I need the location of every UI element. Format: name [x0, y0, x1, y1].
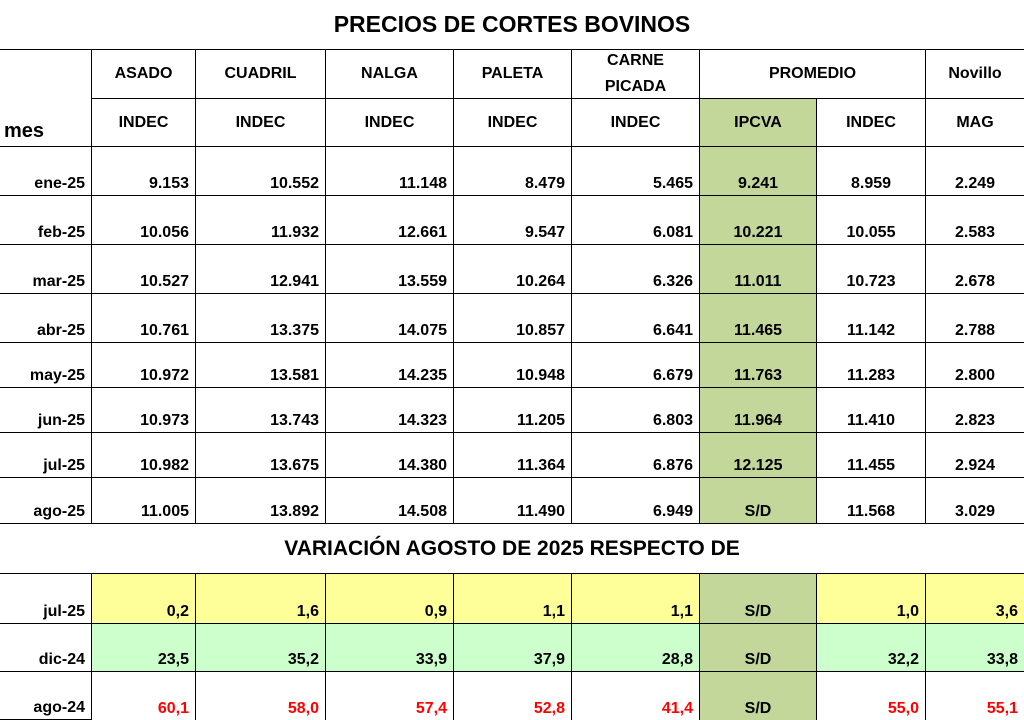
source-paleta: INDEC — [454, 99, 572, 147]
table-title: PRECIOS DE CORTES BOVINOS — [0, 0, 1024, 50]
variation-row-month: dic-24 — [0, 624, 92, 672]
price-cell-paleta: 11.364 — [454, 433, 572, 478]
variation-row-month: jul-25 — [0, 574, 92, 624]
variation-cell-promedio-indec: 55,0 — [817, 672, 926, 720]
header-carne-picada — [572, 50, 700, 99]
price-cell-promedio-ipcva: 10.221 — [700, 196, 817, 245]
variation-row-month: ago-24 — [0, 672, 92, 720]
price-cell-asado: 10.972 — [92, 343, 196, 388]
price-cell-asado: 11.005 — [92, 478, 196, 524]
price-row-month: ago-25 — [0, 478, 92, 524]
price-cell-promedio-ipcva: 11.964 — [700, 388, 817, 433]
price-cell-paleta: 9.547 — [454, 196, 572, 245]
price-cell-paleta: 11.205 — [454, 388, 572, 433]
price-cell-nalga: 14.380 — [326, 433, 454, 478]
variation-cell-paleta: 1,1 — [454, 574, 572, 624]
mes-header-label: mes — [4, 120, 45, 142]
price-cell-promedio-indec: 11.455 — [817, 433, 926, 478]
variation-cell-nalga: 33,9 — [326, 624, 454, 672]
price-cell-novillo-mag: 2.583 — [926, 196, 1024, 245]
price-cell-nalga: 11.148 — [326, 147, 454, 196]
variation-cell-nalga: 0,9 — [326, 574, 454, 624]
price-cell-novillo-mag: 2.788 — [926, 294, 1024, 343]
price-row-month: jul-25 — [0, 433, 92, 478]
price-cell-promedio-indec: 11.410 — [817, 388, 926, 433]
price-cell-cuadril: 13.375 — [196, 294, 326, 343]
price-cell-promedio-ipcva: 11.011 — [700, 245, 817, 294]
price-cell-promedio-indec: 11.283 — [817, 343, 926, 388]
variation-cell-novillo-mag: 33,8 — [926, 624, 1024, 672]
header-cuadril: CUADRIL — [196, 50, 326, 99]
price-cell-asado: 10.761 — [92, 294, 196, 343]
variation-cell-cuadril: 58,0 — [196, 672, 326, 720]
price-cell-novillo-mag: 2.249 — [926, 147, 1024, 196]
price-cell-promedio-ipcva: S/D — [700, 478, 817, 524]
header-nalga: NALGA — [326, 50, 454, 99]
variation-cell-promedio-ipcva: S/D — [700, 624, 817, 672]
header-paleta: PALETA — [454, 50, 572, 99]
price-cell-asado: 10.982 — [92, 433, 196, 478]
price-row-month: ene-25 — [0, 147, 92, 196]
variation-cell-carne-picada: 1,1 — [572, 574, 700, 624]
price-cell-asado: 10.056 — [92, 196, 196, 245]
variation-cell-paleta: 52,8 — [454, 672, 572, 720]
price-cell-promedio-ipcva: 11.763 — [700, 343, 817, 388]
price-cell-nalga: 14.508 — [326, 478, 454, 524]
price-cell-nalga: 14.323 — [326, 388, 454, 433]
source-carne-picada: INDEC — [572, 99, 700, 147]
price-cell-novillo-mag: 2.800 — [926, 343, 1024, 388]
price-cell-novillo-mag: 3.029 — [926, 478, 1024, 524]
source-asado: INDEC — [92, 99, 196, 147]
mes-header — [0, 50, 92, 147]
source-promedio-indec: INDEC — [817, 99, 926, 147]
variation-cell-novillo-mag: 55,1 — [986, 700, 1018, 717]
variation-cell-paleta: 37,9 — [454, 624, 572, 672]
price-cell-novillo-mag: 2.924 — [926, 433, 1024, 478]
header-carne-line2: PICADA — [604, 78, 667, 95]
variation-cell-carne-picada: 41,4 — [572, 672, 700, 720]
price-cell-cuadril: 11.932 — [196, 196, 326, 245]
price-cell-cuadril: 13.892 — [196, 478, 326, 524]
price-row-month: feb-25 — [0, 196, 92, 245]
header-carne-line1: CARNE — [607, 52, 664, 70]
price-cell-promedio-indec: 8.959 — [817, 147, 926, 196]
variation-cell-asado: 23,5 — [92, 624, 196, 672]
price-cell-cuadril: 12.941 — [196, 245, 326, 294]
variation-cell-promedio-indec: 32,2 — [817, 624, 926, 672]
variation-cell-nalga: 57,4 — [326, 672, 454, 720]
variation-cell-asado: 60,1 — [92, 672, 196, 720]
header-asado: ASADO — [92, 50, 196, 99]
variation-cell-cuadril: 35,2 — [196, 624, 326, 672]
price-cell-promedio-indec: 10.055 — [817, 196, 926, 245]
price-cell-promedio-indec: 11.568 — [817, 478, 926, 524]
price-row-month: jun-25 — [0, 388, 92, 433]
price-cell-cuadril: 13.581 — [196, 343, 326, 388]
source-promedio-ipcva: IPCVA — [700, 99, 817, 147]
price-cell-asado: 10.527 — [92, 245, 196, 294]
price-cell-carne-picada: 6.679 — [572, 343, 700, 388]
price-cell-asado: 9.153 — [92, 147, 196, 196]
price-row-month: abr-25 — [0, 294, 92, 343]
price-cell-promedio-ipcva: 12.125 — [700, 433, 817, 478]
price-cell-paleta: 8.479 — [454, 147, 572, 196]
price-cell-nalga: 14.235 — [326, 343, 454, 388]
price-cell-novillo-mag: 2.678 — [926, 245, 1024, 294]
header-novillo: Novillo — [926, 50, 1024, 99]
variation-cell-asado: 0,2 — [92, 574, 196, 624]
variation-cell-novillo-mag: 3,6 — [926, 574, 1024, 624]
source-nalga: INDEC — [326, 99, 454, 147]
price-row-month: mar-25 — [0, 245, 92, 294]
header-promedio: PROMEDIO — [700, 50, 926, 99]
price-cell-promedio-indec: 10.723 — [817, 245, 926, 294]
price-cell-promedio-ipcva: 9.241 — [700, 147, 817, 196]
price-cell-nalga: 13.559 — [326, 245, 454, 294]
price-cell-nalga: 14.075 — [326, 294, 454, 343]
price-cell-promedio-ipcva: 11.465 — [700, 294, 817, 343]
price-cell-carne-picada: 6.081 — [572, 196, 700, 245]
price-cell-carne-picada: 6.803 — [572, 388, 700, 433]
variation-cell-promedio-ipcva: S/D — [700, 574, 817, 624]
price-cell-carne-picada: 6.326 — [572, 245, 700, 294]
price-cell-carne-picada: 5.465 — [572, 147, 700, 196]
price-cell-paleta: 11.490 — [454, 478, 572, 524]
price-cell-carne-picada: 6.876 — [572, 433, 700, 478]
price-row-month: may-25 — [0, 343, 92, 388]
price-cell-cuadril: 13.743 — [196, 388, 326, 433]
variation-title: VARIACIÓN AGOSTO DE 2025 RESPECTO DE — [0, 524, 1024, 574]
price-cell-cuadril: 13.675 — [196, 433, 326, 478]
price-cell-paleta: 10.264 — [454, 245, 572, 294]
price-cell-paleta: 10.948 — [454, 343, 572, 388]
price-cell-cuadril: 10.552 — [196, 147, 326, 196]
price-cell-promedio-indec: 11.142 — [817, 294, 926, 343]
price-cell-carne-picada: 6.641 — [572, 294, 700, 343]
variation-cell-promedio-ipcva: S/D — [700, 672, 817, 720]
price-cell-carne-picada: 6.949 — [572, 478, 700, 524]
source-novillo-mag: MAG — [926, 99, 1024, 147]
variation-cell-carne-picada: 28,8 — [572, 624, 700, 672]
source-cuadril: INDEC — [196, 99, 326, 147]
price-cell-novillo-mag: 2.823 — [926, 388, 1024, 433]
price-cell-nalga: 12.661 — [326, 196, 454, 245]
variation-cell-cuadril: 1,6 — [196, 574, 326, 624]
price-cell-asado: 10.973 — [92, 388, 196, 433]
variation-cell-promedio-indec: 1,0 — [817, 574, 926, 624]
price-cell-paleta: 10.857 — [454, 294, 572, 343]
